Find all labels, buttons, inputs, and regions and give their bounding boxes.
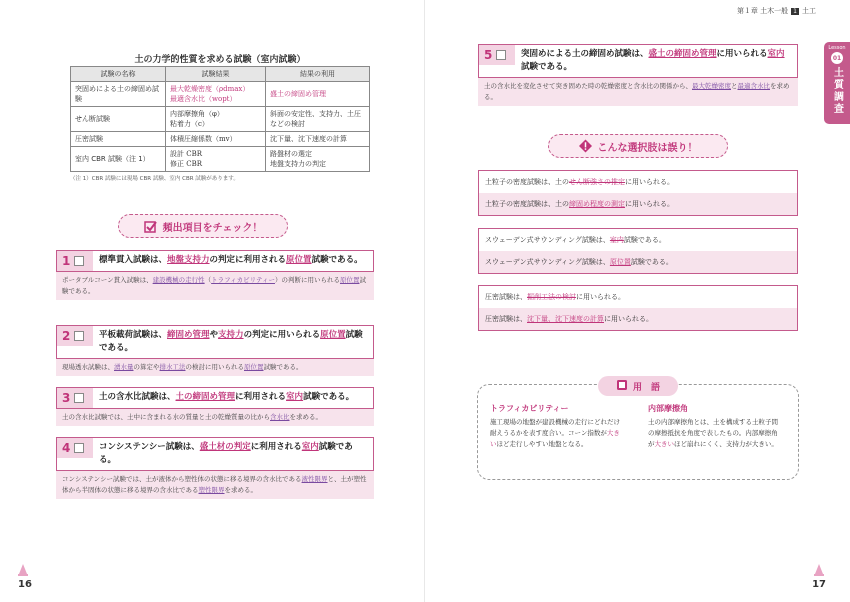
keyword: 原位置 bbox=[286, 255, 312, 265]
lesson-side-tab bbox=[824, 42, 850, 124]
question-checkbox[interactable] bbox=[496, 50, 506, 60]
text-run: 試験である。 bbox=[623, 236, 666, 244]
text-run: 試験である。 bbox=[521, 62, 573, 72]
text-run: の算定や bbox=[133, 363, 160, 371]
keyword: 締固め管理 bbox=[167, 330, 210, 340]
text-run: ほど崩れにくく、支持力が大きい。 bbox=[674, 440, 778, 448]
text-run: に用いられる bbox=[716, 49, 768, 59]
terms-header bbox=[598, 376, 678, 396]
running-head bbox=[737, 6, 816, 16]
question-explanation bbox=[56, 272, 374, 300]
question-head bbox=[56, 325, 374, 359]
text-run: 土の内部摩擦角とは、土を構成する土粒子間の摩擦抵抗を角度で表したもの。内部摩擦角が bbox=[648, 418, 778, 448]
lesson-title: 土質調査 bbox=[831, 67, 843, 115]
question-explanation bbox=[56, 471, 374, 499]
text-run: 施工現場の地盤が建設機械の走行にどれだけ耐えうるかを表す度合い。コーン指数が bbox=[490, 418, 620, 437]
keyword: 含水比 bbox=[270, 413, 290, 421]
text-run: 突固めによる土の締固め試験は、 bbox=[521, 49, 649, 59]
check-section-header bbox=[118, 214, 288, 238]
question-checkbox[interactable] bbox=[74, 443, 84, 453]
running-head-section: 土工 bbox=[802, 7, 816, 15]
text-run: 試験である。 bbox=[311, 255, 363, 265]
question-number-text: 1 bbox=[62, 254, 71, 268]
question-card bbox=[56, 387, 374, 426]
text-run: に利用される bbox=[235, 392, 287, 402]
keyword: 建設機械の走行性 bbox=[152, 276, 205, 284]
lesson-label: Lesson bbox=[828, 45, 846, 51]
wrong-section-title: こんな選択肢は誤り！ bbox=[597, 142, 698, 154]
question-checkbox[interactable] bbox=[74, 393, 84, 403]
keyword: 原位置 bbox=[339, 276, 360, 284]
term-title: 内部摩擦角 bbox=[648, 404, 688, 413]
table-cell: 室内 CBR 試験（注 1） bbox=[71, 147, 166, 172]
table-cell: 内部摩擦角（φ） 粘着力（c） bbox=[166, 107, 266, 132]
table-cell: 突固めによる土の締固め試験 bbox=[71, 82, 166, 107]
question-number-text: 2 bbox=[62, 329, 71, 343]
text-run: スウェーデン式サウンディング試験は、 bbox=[485, 236, 610, 244]
question-head bbox=[56, 250, 374, 272]
text-run: 試験である。 bbox=[99, 442, 353, 465]
table-header-row bbox=[71, 67, 370, 82]
question-text bbox=[515, 45, 797, 77]
question-head bbox=[478, 44, 798, 78]
keyword: 原位置 bbox=[609, 258, 631, 266]
question-text bbox=[93, 251, 369, 270]
table-cell: 体積圧縮係数（mv） bbox=[166, 132, 266, 147]
table-row bbox=[71, 132, 370, 147]
terms-box bbox=[477, 384, 799, 480]
wrong-section-header bbox=[548, 134, 728, 158]
text-run: 土の含水比試験は、 bbox=[99, 392, 176, 402]
wrong-choice-card bbox=[478, 285, 798, 331]
keyword: 盛土材の判定 bbox=[199, 442, 251, 452]
page-number-left: 16 bbox=[18, 579, 32, 590]
keyword: 盛土の締固め管理 bbox=[648, 49, 717, 59]
text-run: を求める。 bbox=[224, 486, 257, 494]
wrong-choice-card bbox=[478, 170, 798, 216]
text-run: 土の含水比試験では、土中に含まれる水の質量と土の乾燥質量の比から bbox=[62, 413, 270, 421]
keyword: 沈下量、沈下速度の計算 bbox=[527, 315, 604, 323]
keyword: 塑性限界 bbox=[198, 486, 225, 494]
question-explanation bbox=[56, 409, 374, 426]
text-run: の判定に利用される bbox=[209, 255, 287, 265]
lesson-number: 01 bbox=[831, 52, 843, 64]
question-checkbox[interactable] bbox=[74, 331, 84, 341]
wrong-choice-card bbox=[478, 228, 798, 274]
keyword: 排水工法 bbox=[159, 363, 186, 371]
question-number bbox=[479, 45, 515, 65]
text-run: 土粒子の密度試験は、土の bbox=[485, 178, 569, 186]
text-run: 試験である。 bbox=[62, 276, 366, 295]
keyword: 湧水量 bbox=[114, 363, 134, 371]
keyword: 室内 bbox=[609, 236, 624, 244]
text-run: に利用される bbox=[250, 442, 302, 452]
text-run: に用いられる。 bbox=[604, 315, 653, 323]
question-text bbox=[93, 388, 360, 407]
keyword: 支持力 bbox=[218, 330, 244, 340]
table-cell: 沈下量、沈下速度の計算 bbox=[266, 132, 370, 147]
checkbox-icon bbox=[144, 220, 157, 233]
term-body bbox=[648, 417, 783, 450]
text-run: に用いられる。 bbox=[625, 178, 674, 186]
text-run: 試験である。 bbox=[630, 258, 673, 266]
corrected-statement bbox=[479, 308, 797, 330]
question-checkbox[interactable] bbox=[74, 256, 84, 266]
keyword: 室内 bbox=[767, 49, 785, 59]
keyword: 室内 bbox=[286, 392, 304, 402]
text-run: 圧密試験は、 bbox=[485, 293, 527, 301]
question-number bbox=[57, 388, 93, 408]
text-run: を求める。 bbox=[484, 82, 790, 101]
corrected-statement bbox=[479, 193, 797, 215]
question-number-text: 3 bbox=[62, 391, 71, 405]
question-number-text: 4 bbox=[62, 441, 71, 455]
text-run: と、土が塑性体から半固体の状態に移る境界の含水比である bbox=[62, 475, 367, 494]
text-run: 土の含水比を変化させて突き固めた時の乾燥密度と含水比の関係から、 bbox=[484, 82, 692, 90]
question-card bbox=[56, 437, 374, 499]
text-run: コンシステンシー試験では、土が液体から塑性体の状態に移る境界の含水比である bbox=[62, 475, 302, 483]
question-card bbox=[56, 250, 374, 300]
table-cell: 斜面の安定性、支持力、土圧などの検討 bbox=[266, 107, 370, 132]
text-run: 圧密試験は、 bbox=[485, 315, 527, 323]
term-title: トラフィカビリティー bbox=[490, 404, 569, 413]
table-header: 試験結果 bbox=[166, 67, 266, 82]
wrong-statement bbox=[479, 229, 797, 251]
check-section-title: 頻出項目をチェック！ bbox=[162, 222, 263, 234]
table-note: （注 1）CBR 試験には現場 CBR 試験、室内 CBR 試験があります。 bbox=[70, 176, 239, 182]
text-run: ）の判断に用いられる bbox=[274, 276, 340, 284]
page-number-right: 17 bbox=[812, 579, 826, 590]
cone-icon bbox=[814, 564, 824, 576]
table-header: 試験の名称 bbox=[71, 67, 166, 82]
keyword: 大きい bbox=[654, 440, 674, 448]
text-run: 土粒子の密度試験は、土の bbox=[485, 200, 569, 208]
term-friction bbox=[648, 403, 783, 450]
table-row bbox=[71, 82, 370, 107]
text-run: に用いられる。 bbox=[625, 200, 674, 208]
wrong-statement bbox=[479, 286, 797, 308]
text-run: スウェーデン式サウンディング試験は、 bbox=[485, 258, 610, 266]
book-icon bbox=[616, 379, 628, 394]
keyword: トラフィカビリティー bbox=[211, 276, 275, 284]
table-cell: 設計 CBR 修正 CBR bbox=[166, 147, 266, 172]
text-run: に用いられる。 bbox=[576, 293, 625, 301]
question-head bbox=[56, 387, 374, 409]
text-run: （ bbox=[204, 276, 212, 284]
text-run: コンシステンシー試験は、 bbox=[99, 442, 200, 452]
text-run: を求める。 bbox=[289, 413, 322, 421]
keyword: 大きい bbox=[490, 429, 620, 448]
keyword: 液性限界 bbox=[301, 475, 328, 483]
keyword: 土の締固め管理 bbox=[175, 392, 236, 402]
term-body bbox=[490, 417, 625, 450]
text-run: や bbox=[209, 330, 219, 340]
table-title: 土の力学的性質を求める試験（室内試験） bbox=[134, 55, 306, 65]
question-explanation bbox=[56, 359, 374, 376]
running-head-chapter: 第１章 土木一般 bbox=[736, 7, 789, 15]
warning-icon bbox=[579, 140, 592, 153]
text-run: ポータブルコーン貫入試験は、 bbox=[62, 276, 153, 284]
keyword: 原位置 bbox=[320, 330, 346, 340]
term-traffic bbox=[490, 403, 625, 450]
corrected-statement bbox=[479, 251, 797, 273]
properties-table bbox=[70, 66, 370, 172]
question-number-text: 5 bbox=[484, 48, 493, 62]
keyword: 掘削工法の検討 bbox=[527, 293, 576, 301]
question-number bbox=[57, 326, 93, 346]
text-run: の検討に用いられる bbox=[185, 363, 244, 371]
keyword: 原位置 bbox=[244, 363, 264, 371]
text-run: 試験である。 bbox=[263, 363, 303, 371]
table-row bbox=[71, 107, 370, 132]
running-head-section-num: 1 bbox=[793, 7, 797, 15]
question-text bbox=[93, 438, 373, 470]
table-cell: 最大乾燥密度（ρdmax） 最適含水比（wopt） bbox=[166, 82, 266, 107]
keyword: 締固め程度の測定 bbox=[569, 200, 625, 208]
text-run: 試験である。 bbox=[303, 392, 355, 402]
table-row bbox=[71, 147, 370, 172]
keyword: 最大乾燥密度 bbox=[692, 82, 731, 90]
text-run: の判定に用いられる bbox=[243, 330, 321, 340]
table-cell: 圧密試験 bbox=[71, 132, 166, 147]
cone-icon bbox=[18, 564, 28, 576]
question-card bbox=[478, 44, 798, 106]
table-cell: 路盤材の選定 地盤支持力の判定 bbox=[266, 147, 370, 172]
keyword: 最適含水比 bbox=[737, 82, 770, 90]
table-cell: せん断試験 bbox=[71, 107, 166, 132]
keyword: 室内 bbox=[301, 442, 319, 452]
table-cell: 盛土の締固め管理 bbox=[266, 82, 370, 107]
question-head bbox=[56, 437, 374, 471]
keyword: せん断強さの推定 bbox=[569, 178, 625, 186]
question-explanation bbox=[478, 78, 798, 106]
terms-title: 用 語 bbox=[632, 382, 660, 393]
text-run: 試験である。 bbox=[99, 330, 363, 353]
question-card bbox=[56, 325, 374, 376]
text-run: 現場透水試験は、 bbox=[62, 363, 114, 371]
question-text bbox=[93, 326, 373, 358]
text-run: と bbox=[731, 82, 738, 90]
keyword: 地盤支持力 bbox=[167, 255, 210, 265]
text-run: 標準貫入試験は、 bbox=[99, 255, 168, 265]
wrong-statement bbox=[479, 171, 797, 193]
text-run: ほど走行しやすい地盤となる。 bbox=[496, 440, 588, 448]
question-number bbox=[57, 438, 93, 458]
table-header: 結果の利用 bbox=[266, 67, 370, 82]
question-number bbox=[57, 251, 93, 271]
text-run: 平板載荷試験は、 bbox=[99, 330, 168, 340]
